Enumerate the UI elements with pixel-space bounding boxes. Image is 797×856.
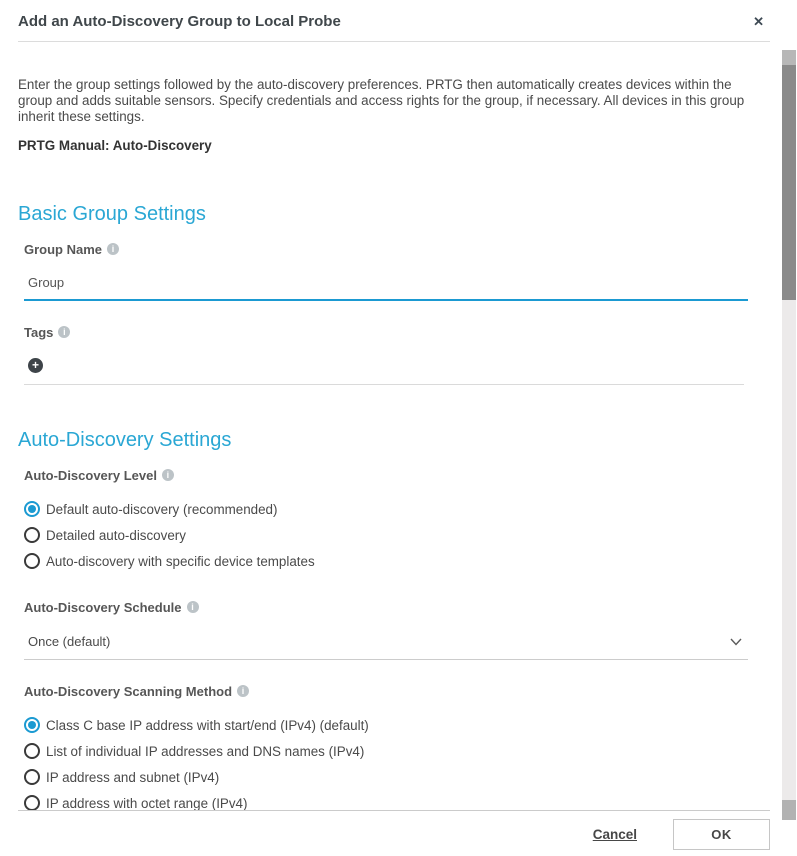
- info-icon[interactable]: i: [58, 326, 70, 338]
- info-icon[interactable]: i: [107, 243, 119, 255]
- radio-option-label: IP address with octet range (IPv4): [46, 795, 248, 811]
- dialog-content: [0, 77, 797, 842]
- radio-option-ip-list-ipv4[interactable]: [24, 738, 765, 764]
- radio-option-label: IP address and subnet (IPv4): [46, 769, 220, 785]
- schedule-selected-value: Once (default): [28, 634, 111, 649]
- dialog-footer: [18, 810, 770, 856]
- radio-icon[interactable]: [24, 743, 40, 759]
- radio-option-detailed-auto-discovery[interactable]: [24, 522, 765, 548]
- radio-icon[interactable]: [24, 795, 40, 811]
- radio-icon[interactable]: [24, 769, 40, 785]
- section-heading-basic-group-settings: Basic Group Settings: [18, 203, 206, 225]
- info-icon[interactable]: i: [237, 685, 249, 697]
- radio-option-label: Class C base IP address with start/end (IPv4) (default): [46, 717, 369, 733]
- radio-icon[interactable]: [24, 501, 40, 517]
- intro-text: Enter the group settings followed by the auto-discovery preferences. PRTG then automatically creates devices within the group and adds suitable sensors. Specify credentials and access rights for the group, if necessary. All devices in this group inherit these settings.: [18, 77, 745, 124]
- vertical-scrollbar[interactable]: [782, 50, 796, 820]
- auto-discovery-level-label: Auto-Discovery Level: [24, 468, 157, 483]
- auto-discovery-schedule-label: Auto-Discovery Schedule: [24, 600, 182, 615]
- schedule-select[interactable]: [24, 625, 748, 660]
- cancel-button[interactable]: Cancel: [592, 827, 637, 842]
- radio-option-default-auto-discovery[interactable]: [24, 496, 765, 522]
- scrollbar-thumb[interactable]: [782, 65, 796, 300]
- tags-field: [24, 325, 765, 385]
- auto-discovery-level-radio-group: [24, 496, 765, 574]
- close-icon[interactable]: ✕: [753, 14, 764, 29]
- manual-link[interactable]: PRTG Manual: Auto-Discovery: [18, 138, 212, 153]
- radio-option-auto-discovery-device-templates[interactable]: [24, 548, 765, 574]
- radio-icon[interactable]: [24, 553, 40, 569]
- info-icon[interactable]: i: [187, 601, 199, 613]
- auto-discovery-schedule-field: [24, 600, 765, 660]
- auto-discovery-scanning-method-label: Auto-Discovery Scanning Method: [24, 684, 233, 699]
- auto-discovery-level-field: [24, 468, 765, 574]
- group-name-input[interactable]: [24, 267, 748, 301]
- tags-label: Tags: [24, 325, 54, 340]
- radio-icon[interactable]: [24, 527, 40, 543]
- dialog-title: Add an Auto-Discovery Group to Local Probe: [18, 13, 341, 30]
- group-name-field: [24, 242, 765, 301]
- radio-option-label: Default auto-discovery (recommended): [46, 501, 278, 517]
- group-name-label: Group Name: [24, 242, 103, 257]
- radio-option-class-c-base-ip[interactable]: [24, 712, 765, 738]
- radio-option-ip-subnet-ipv4[interactable]: [24, 764, 765, 790]
- dialog-header: [18, 0, 770, 42]
- scroll-down-button[interactable]: [782, 800, 796, 820]
- info-icon[interactable]: i: [162, 469, 174, 481]
- radio-option-label: List of individual IP addresses and DNS names (IPv4): [46, 743, 365, 759]
- add-tag-icon[interactable]: +: [28, 358, 43, 373]
- chevron-down-icon: [730, 638, 742, 646]
- radio-option-label: Detailed auto-discovery: [46, 527, 186, 543]
- section-heading-auto-discovery-settings: Auto-Discovery Settings: [18, 429, 232, 451]
- ok-button[interactable]: OK: [673, 819, 770, 850]
- radio-icon[interactable]: [24, 717, 40, 733]
- radio-option-label: Auto-discovery with specific device templates: [46, 553, 315, 569]
- scroll-up-button[interactable]: [782, 50, 796, 65]
